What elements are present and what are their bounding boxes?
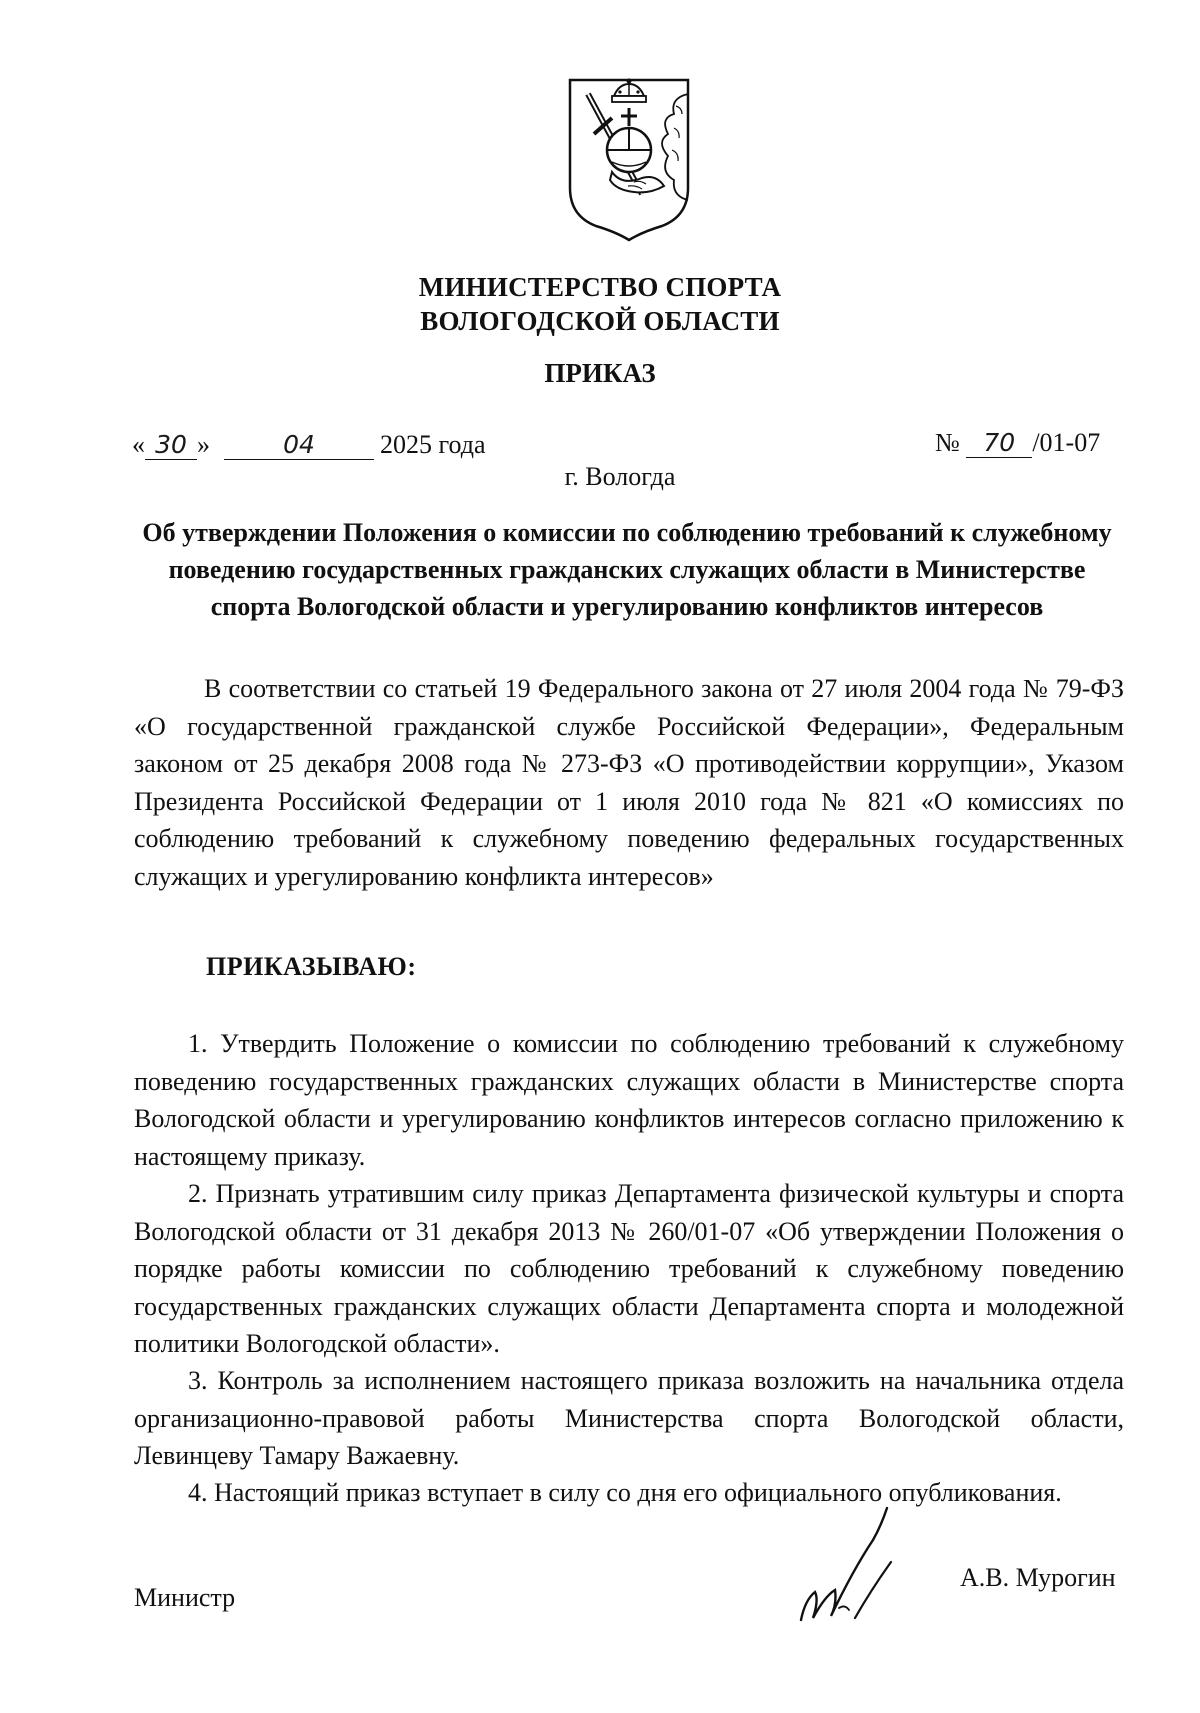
organization-name-line-2: ВОЛОГОДСКОЙ ОБЛАСТИ xyxy=(420,306,780,336)
signatory-name: А.В. Мурогин xyxy=(960,1563,1116,1592)
order-number-handwritten: 70 xyxy=(966,428,1032,458)
order-number-suffix: /01-07 xyxy=(1032,428,1101,457)
order-item-1: 1. Утвердить Положение о комиссии по соблюдению требований к служебному поведению государственных гражданских служащих области в Министерстве спорта Вологодской области и урегулированию конфликтов интересов согласно приложению к настоящему приказу. xyxy=(134,1029,1124,1171)
coat-of-arms-icon xyxy=(564,76,694,242)
orders-heading: ПРИКАЗЫВАЮ: xyxy=(206,952,417,981)
number-sign: № xyxy=(935,428,960,457)
organization-name-line-1: МИНИСТЕРСТВО СПОРТА xyxy=(418,272,782,302)
order-number xyxy=(935,428,1100,458)
date-quote-open: « xyxy=(132,430,145,459)
document-type-heading: ПРИКАЗ xyxy=(544,358,656,388)
order-item-2: 2. Признать утратившим силу приказ Департамента физической культуры и спорта Вологодской области от 31 декабря 2013 № 260/01-07 «Об утверждении Положения о порядке работы комиссии по соблюдению требований к служебному поведению государственных гражданских служащих области Департамента спорта и молодежной политики Вологодской области». xyxy=(134,1179,1124,1358)
date-quote-close: » xyxy=(197,430,210,459)
order-item-3: 3. Контроль за исполнением настоящего приказа возложить на начальника отдела организационно-правовой работы Министерства спорта Вологодской области, Левинцеву Тамару Важаевну. xyxy=(134,1366,1124,1470)
order-title: Об утверждении Положения о комиссии по соблюдению требований к служебному поведению государственных гражданских служащих области в Министерстве спорта Вологодской области и урегулированию конфликтов интересов xyxy=(142,518,1112,621)
order-item-4: 4. Настоящий приказ вступает в силу со дня его официального опубликования. xyxy=(188,1478,1062,1507)
date-month-handwritten: 04 xyxy=(224,430,374,460)
city-location: г. Вологда xyxy=(564,462,676,491)
order-date xyxy=(132,430,486,460)
handwritten-signature-icon xyxy=(795,1500,905,1625)
date-day-handwritten: 30 xyxy=(145,430,197,460)
preamble-paragraph: В соответствии со статьей 19 Федерального закона от 27 июля 2004 года № 79-ФЗ «О государственной гражданской службе Российской Федерации», Федеральным законом от 25 декабря 2008 года № 273-ФЗ «О противодействии коррупции», Указом Президента Российской Федерации от 1 июля 2010 года № 821 «О комиссиях по соблюдению требований к служебному поведению федеральных государственных служащих и урегулированию конфликта интересов» xyxy=(134,674,1124,891)
signatory-title: Министр xyxy=(134,1583,236,1612)
date-year: 2025 года xyxy=(380,430,486,459)
